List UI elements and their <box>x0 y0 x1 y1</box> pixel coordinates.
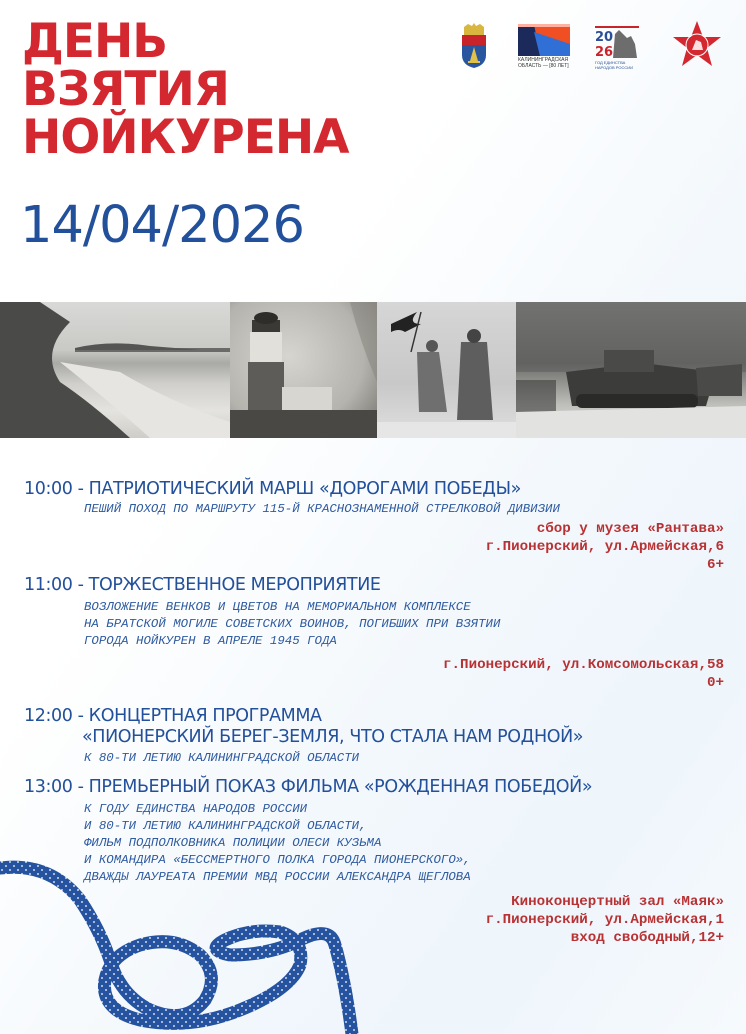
year-logo-icon <box>595 26 639 72</box>
title-line-2: ВЗЯТИЯ <box>22 62 229 117</box>
event-11-location: г.Пионерский, ул.Комсомольская,58 <box>443 657 724 673</box>
event-10-location-1: сбор у музея «Рантава» <box>536 521 724 537</box>
rope-knot-decoration <box>0 860 420 1034</box>
svg-text:26: 26 <box>595 45 614 60</box>
event-title <box>22 14 349 165</box>
event-13-location-2: г.Пионерский, ул.Армейская,1 <box>485 912 724 928</box>
coat-of-arms-icon <box>460 23 488 69</box>
event-12-title: 12:00 - КОНЦЕРТНАЯ ПРОГРАММА <box>24 706 322 726</box>
event-date: 14/04/2026 <box>20 196 304 255</box>
event-11-description-2: НА БРАТСКОЙ МОГИЛЕ СОВЕТСКИХ ВОИНОВ, ПОГИБШИХ ПРИ ВЗЯТИИ <box>84 617 501 631</box>
event-11-description-1: ВОЗЛОЖЕНИЕ ВЕНКОВ И ЦВЕТОВ НА МЕМОРИАЛЬНОМ КОМПЛЕКСЕ <box>84 600 471 614</box>
title-line-3: НОЙКУРЕНА <box>22 110 349 165</box>
event-12-subtitle: «ПИОНЕРСКИЙ БЕРЕГ-ЗЕМЛЯ, ЧТО СТАЛА НАМ РОДНОЙ» <box>82 727 584 747</box>
svg-text:20: 20 <box>595 30 614 45</box>
event-13-description-3: ФИЛЬМ ПОДПОЛКОВНИКА ПОЛИЦИИ ОЛЕСИ КУЗЬМА <box>84 836 382 850</box>
event-13-location-1: Киноконцертный зал «Маяк» <box>511 894 724 910</box>
event-13-title: 13:00 - ПРЕМЬЕРНЫЙ ПОКАЗ ФИЛЬМА «РОЖДЕННАЯ ПОБЕДОЙ» <box>24 777 593 797</box>
event-13-entry: вход свободный,12+ <box>570 930 724 946</box>
event-11-title: 11:00 - ТОРЖЕСТВЕННОЕ МЕРОПРИЯТИЕ <box>24 575 381 595</box>
event-10-description: ПЕШИЙ ПОХОД ПО МАРШРУТУ 115-Й КРАСНОЗНАМЕННОЙ СТРЕЛКОВОЙ ДИВИЗИИ <box>84 502 560 516</box>
event-10-title: 10:00 - ПАТРИОТИЧЕСКИЙ МАРШ «ДОРОГАМИ ПОБЕДЫ» <box>24 479 521 499</box>
coast-photo <box>0 302 230 438</box>
event-11-description-3: ГОРОДА НОЙКУРЕН В АПРЕЛЕ 1945 ГОДА <box>84 634 337 648</box>
event-12-description: К 80-ТИ ЛЕТИЮ КАЛИНИНГРАДСКОЙ ОБЛАСТИ <box>84 751 360 765</box>
historical-photo-strip <box>0 302 746 438</box>
event-11-age: 0+ <box>706 675 724 691</box>
event-13-description-2: И 80-ТИ ЛЕТИЮ КАЛИНИНГРАДСКОЙ ОБЛАСТИ, <box>84 819 367 833</box>
red-star-icon <box>672 20 722 68</box>
region-logo-icon <box>518 24 570 76</box>
lighthouse-photo <box>230 302 377 438</box>
region-logo-text: КАЛИНИНГРАДСКАЯ ОБЛАСТЬ — [80 ЛЕТ] <box>518 57 569 69</box>
event-13-description-5: ДВАЖДЫ ЛАУРЕАТА ПРЕМИИ МВД РОССИИ АЛЕКСАНДРА ЩЕГЛОВА <box>84 870 471 884</box>
event-10-age: 6+ <box>706 557 724 573</box>
year-logo-caption: ГОД ЕДИНСТВА НАРОДОВ РОССИИ <box>595 60 633 70</box>
partner-logos <box>458 20 746 76</box>
soldiers-flag-photo <box>377 302 516 438</box>
event-13-description-4: И КОМАНДИРА «БЕССМЕРТНОГО ПОЛКА ГОРОДА ПИОНЕРСКОГО», <box>84 853 471 867</box>
event-13-description-1: К ГОДУ ЕДИНСТВА НАРОДОВ РОССИИ <box>84 802 308 816</box>
event-10-location-2: г.Пионерский, ул.Армейская,6 <box>485 539 724 555</box>
tanks-photo <box>516 302 746 438</box>
title-line-1: ДЕНЬ <box>22 14 168 69</box>
